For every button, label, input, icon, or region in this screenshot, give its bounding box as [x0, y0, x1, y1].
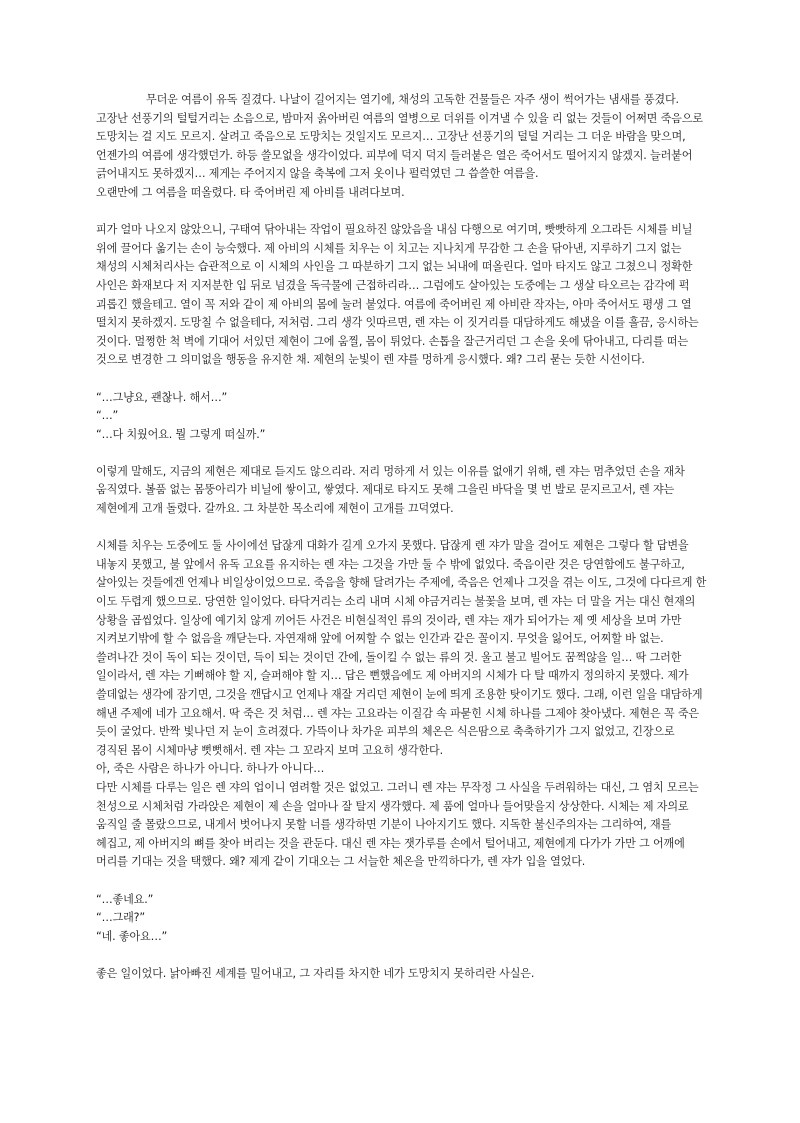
paragraph-spacer: [96, 444, 708, 463]
paragraph: 오랜만에 그 여름을 떠올렸다. 타 죽어버린 제 아비를 내려다보며.: [96, 185, 405, 199]
paragraph: 다만 시체를 다루는 일은 렌 쟈의 업이니 염려할 것은 없었고. 그러니 렌 쟈는 무작정 그 사실을 두려워하는 대신, 그 염치 모르는 천성으로 시체처럼 가라앉은 제현이 제 손을 얼마나 잘 탈지 생각했다. 제 품에 얼마나 들어맞을지 상상한다. 시체는 제 자의로 움직일 줄 몰랐으므로, 내게서 벗어나지 못할 너를 생각하면 기분이 나아지기도 했다. 지독한 불신주의자는 그리하여, 재를 헤집고, 제 아버지의 뼈를 찾아 버리는 것을 관둔다. 대신 렌 쟈는 잿가루를 손에서 털어내고, 제현에게 다가가 가만 그 어깨에 머리를 기대는 것을 택했다. 왜? 제게 같이 기대오는 그 서늘한 체온을 만끽하다가, 렌 쟈가 입을 열었다.: [96, 780, 699, 869]
paragraph-spacer: [96, 519, 708, 538]
paragraph: 시체를 치우는 도중에도 둘 사이에선 답잖게 대화가 길게 오가지 못했다. 답잖게 렌 쟈가 말을 걸어도 제현은 그렇다 할 답변을 내놓지 못했고, 불 앞에서 유독 고요를 유지하는 렌 쟈는 그것을 가만 둘 수 밖에 없었다. 죽음이란 것은 당연함에도 불구하고, 살아있는 것들에겐 언제나 비일상이었으므로. 죽음을 향해 달려가는 주제에, 죽음은 언제나 그것을 겪는 이도, 그것에 다다르게 한 이도 두렵게 했으므로. 당연한 일이었다. 타닥거리는 소리 내며 시체 야금거리는 불꽃을 보며, 렌 쟈는 더 말을 거는 대신 현재의 상황을 곱씹었다. 일상에 예기치 않게 끼어든 사건은 비현실적인 류의 것이라, 렌 쟈는 재가 되어가는 제 옛 세상을 보며 가만 지켜보기밖에 할 수 없음을 깨닫는다. 자연재해 앞에 어찌할 수 없는 인간과 같은 꼴이지. 무엇을 잃어도, 어찌할 바 없는. 쓸려나간 것이 독이 되는 것이던, 득이 되는 것이던 간에, 돌이킬 수 없는 류의 것. 울고 불고 빌어도 꿈쩍않을 일… 딱 그러한 일이라서, 렌 쟈는 기뻐해야 할 지, 슬퍼해야 할 지… 답은 뻔했음에도 제 아버지의 시체가 다 탈 때까지 정의하지 못했다. 제가 쓸데없는 생각에 잠기면, 그것을 깬답시고 언제나 재잘 거리던 제현이 눈에 띄게 조용한 탓이기도 했다. 그래, 이런 일을 대담하게 해낸 주제에 네가 고요해서. 딱 죽은 것 처럼… 렌 쟈는 고요라는 이질감 속 파묻힌 시체 하나를 그제야 찾아냈다. 제현은 꼭 죽은 듯이 굴었다. 반짝 빛나던 저 눈이 흐려졌다. 가뜩이나 차가운 피부의 체온은 식은땀으로 축축하기가 그지 없었고, 긴장으로 경직된 몸이 시체마냥 뻣뻣해서. 렌 쟈는 그 꼬라지 보며 고요히 생각한다.: [96, 539, 707, 757]
paragraph-spacer: [96, 203, 708, 222]
paragraph: 아, 죽은 사람은 하나가 아니다. 하나가 아니다…: [96, 762, 325, 776]
paragraph-spacer: [96, 872, 708, 891]
paragraph: 좋은 일이었다. 낡아빠진 세계를 밀어내고, 그 자리를 차지한 네가 도망치지 못하리란 사실은.: [96, 966, 535, 980]
paragraph: “네. 좋아요…”: [96, 929, 168, 943]
paragraph: “…다 치웠어요. 뭘 그렇게 떠실까.”: [96, 427, 266, 441]
paragraph-spacer: [96, 946, 708, 965]
document-body: [96, 91, 708, 984]
paragraph: “…”: [96, 409, 119, 423]
paragraph: 무더운 여름이 유독 질겼다. 나날이 길어지는 열기에, 채성의 고독한 건물들은 자주 생이 썩어가는 냄새를 풍겼다. 고장난 선풍기의 털털거리는 소음으로, 밤마저 옭아버린 여름의 열병으로 더위를 이겨낼 수 있을 리 없는 것들이 어쩌면 죽음으로 도망치는 걸 지도 모르지. 살려고 죽음으로 도망치는 것일지도 모르지… 고장난 선풍기의 덜덜 거리는 그 더운 바람을 맞으며, 언젠가의 여름에 생각했던가. 하등 쓸모없을 생각이었다. 피부에 덕지 덕지 들러붙은 열은 죽어서도 떨어지지 않겠지. 늘러붙어 긁어내지도 못하겠지… 제게는 주어지지 않을 축복에 그저 옷이나 펄럭였던 그 씁쓸한 여름을.: [96, 93, 703, 181]
paragraph: 이렇게 말해도, 지금의 제현은 제대로 듣지도 않으리라. 저리 멍하게 서 있는 이유를 없애기 위해, 렌 쟈는 멈추었던 손을 재차 움직였다. 볼품 없는 몸뚱아리가 비닐에 쌓이고, 쌓였다. 제대로 타지도 못해 그을린 바닥을 몇 번 발로 문지르고서, 렌 쟈는 제현에게 고개 돌렸다. 갈까요. 그 차분한 목소리에 제현이 고개를 끄덕였다.: [96, 464, 685, 516]
paragraph: “…그냥요, 괜찮나. 해서…”: [96, 390, 228, 404]
paragraph-spacer: [96, 370, 708, 389]
paragraph: “…좋네요.”: [96, 892, 154, 906]
paragraph: “…그래?”: [96, 911, 146, 925]
paragraph: 피가 얼마 나오지 않았으니, 구태여 닦아내는 작업이 필요하진 않았음을 내심 다행으로 여기며, 빳빳하게 오그라든 시체를 비닐 위에 끌어다 옮기는 손이 능숙했다. 제 아비의 시체를 치우는 이 치고는 지나치게 무감한 그 손을 닦아낸, 지루하기 그지 없는 채성의 시체처리사는 습관적으로 이 시체의 사인을 그 따분하기 그지 없는 뇌내에 떠올린다. 얼마 타지도 않고 그쳤으니 정확한 사인은 화재보다 저 지저분한 입 뒤로 넘겼을 독극물에 근접하리라… 그럼에도 살아있는 도중에는 그 생살 타오르는 감각에 퍽 괴롭긴 했을테고. 열이 꼭 저와 같이 제 아비의 몸에 눌러 붙었다. 여름에 죽어버린 제 아비란 작자는, 아마 죽어서도 평생 그 열 떨치지 못하겠지. 도망칠 수 없을테다, 저처럼. 그리 생각 잇따르면, 렌 쟈는 이 짓거리를 대담하게도 해냈을 이를 흘끔, 응시하는 것이다. 멀쩡한 척 벽에 기대어 서있던 제현이 그에 움찔, 몸이 튀었다. 손톱을 잘근거리던 그 손을 옷에 닦아내고, 다리를 떠는 것으로 변경한 그 의미없을 행동을 유지한 채. 제현의 눈빛이 렌 쟈를 멍하게 응시했다. 왜? 그리 묻는 듯한 시선이다.: [96, 223, 699, 367]
